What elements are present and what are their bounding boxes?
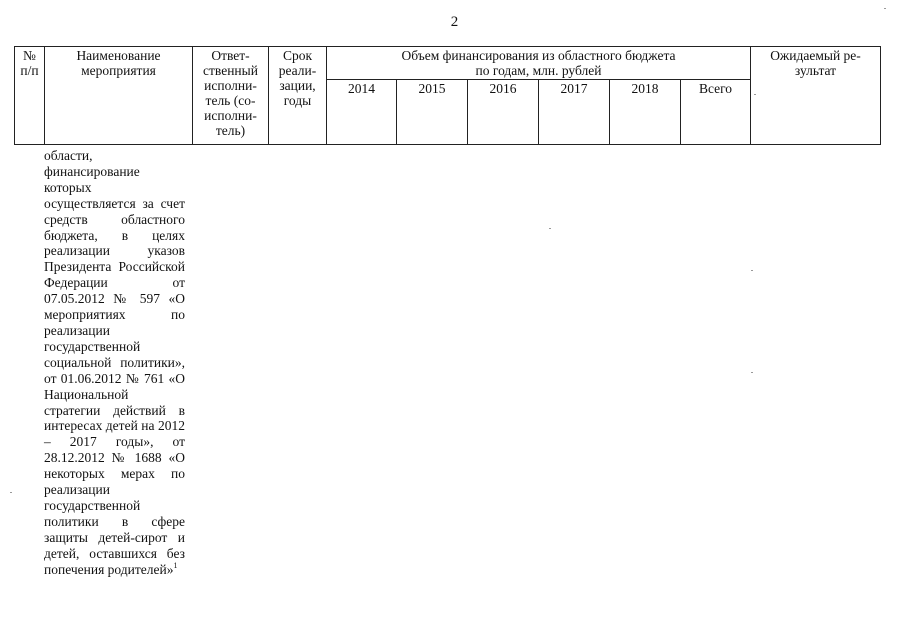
header-cell-year-2018: 2018	[610, 80, 681, 145]
event-description-text: области, финансирование которых осуществляется за счет средств областного бюджета, в целях реализации указов Президента Российской Федерации от 07.05.2012 № 597 «О мероприятиях по реализации государственной социальной политики», от 01.06.2012 № 761 «О Национальной стратегии действий в интересах детей на 2012 – 2017 годы», от 28.12.2012 № 1688 «О некоторых мерах по реализации государственной политики в сфере защиты детей-сирот и детей, оставшихся без попечения родителей»	[44, 148, 185, 577]
scan-speck	[751, 270, 753, 271]
header-cell-year-2017: 2017	[539, 80, 610, 145]
event-description	[44, 148, 185, 577]
header-cell-event-name: Наименование мероприятия	[45, 47, 193, 145]
scan-speck	[751, 372, 753, 373]
table-header-wrapper	[14, 46, 881, 145]
header-cell-result: Ожидаемый ре- зультат	[751, 47, 881, 145]
header-cell-total: Всего	[681, 80, 751, 145]
scan-speck	[10, 492, 12, 493]
page-number: 2	[450, 14, 459, 30]
header-cell-term: Срок реали- зации, годы	[269, 47, 327, 145]
header-cell-year-2016: 2016	[468, 80, 539, 145]
funding-table-header	[14, 46, 881, 145]
scan-speck	[884, 8, 886, 9]
header-cell-year-2014: 2014	[327, 80, 397, 145]
footnote-mark: 1	[173, 560, 178, 570]
scan-speck	[754, 94, 756, 95]
header-cell-executor: Ответ- ственный исполни- тель (со- исполни- тель)	[193, 47, 269, 145]
header-cell-funding: Объем финансирования из областного бюджета по годам, млн. рублей	[327, 47, 751, 80]
scan-speck	[549, 228, 551, 229]
header-cell-year-2015: 2015	[397, 80, 468, 145]
header-cell-number: № п/п	[15, 47, 45, 145]
